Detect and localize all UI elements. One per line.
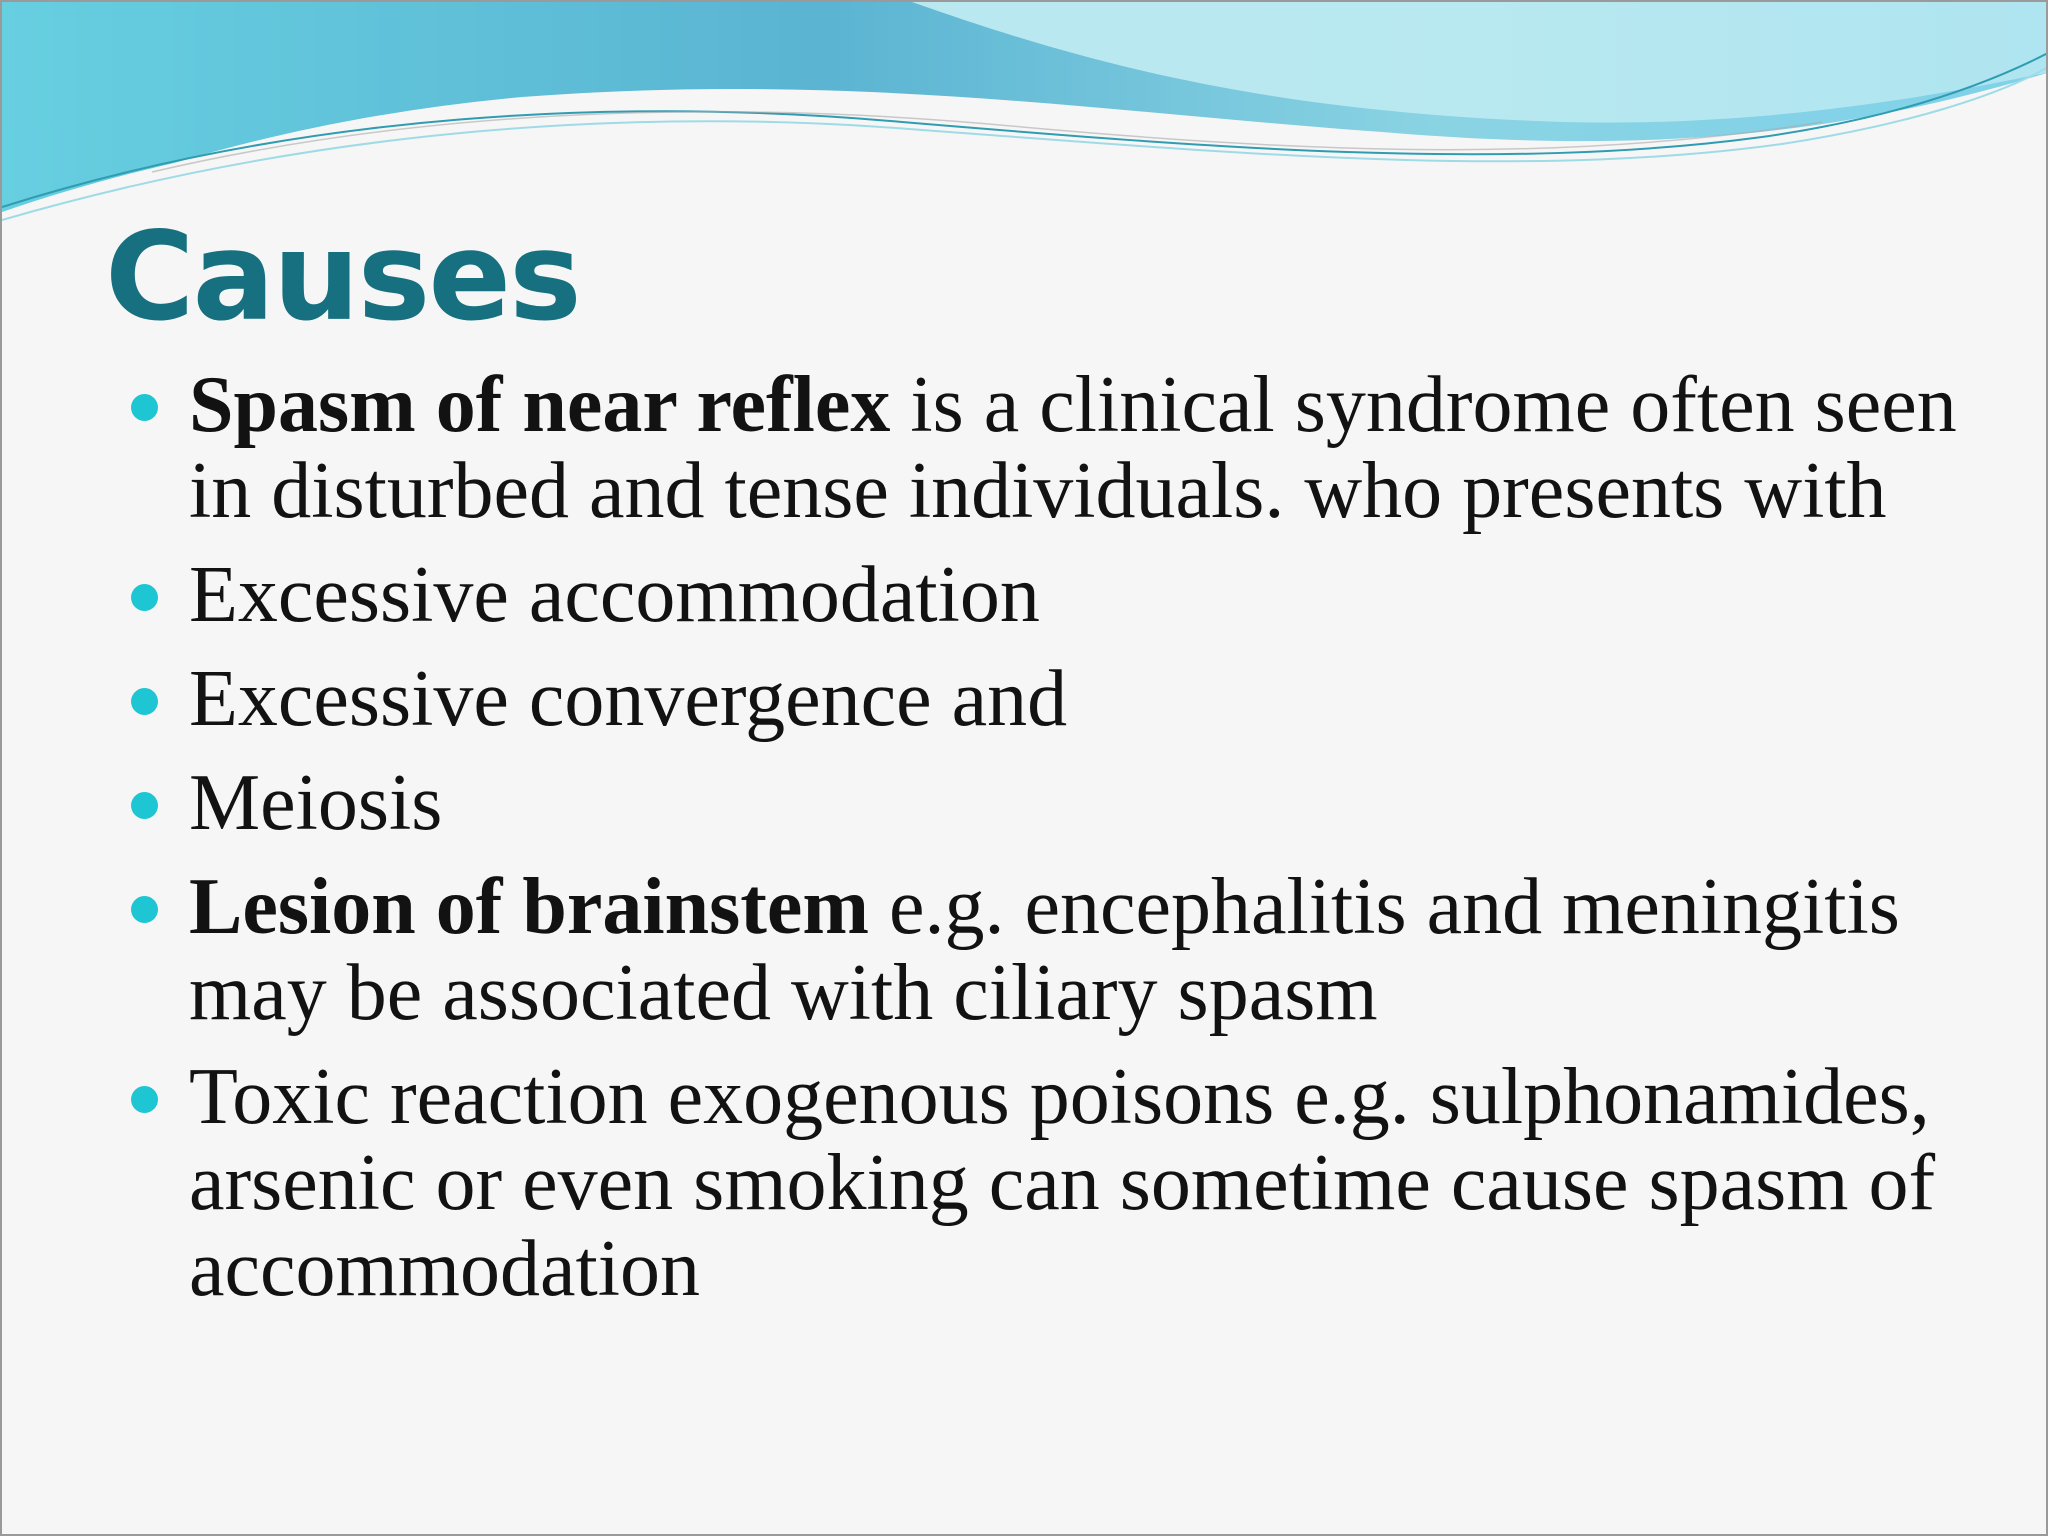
- bullet-text: Excessive accommodation: [189, 551, 1040, 639]
- slide-title: Causes: [105, 206, 580, 348]
- bullet-item: [129, 552, 2009, 638]
- bullet-dot-icon: [131, 584, 158, 611]
- bullet-dot-icon: [131, 792, 158, 819]
- bullet-item: [129, 760, 2009, 846]
- bullet-dot-icon: [131, 394, 158, 421]
- bullet-text: Excessive convergence and: [189, 655, 1068, 743]
- bullet-item: [129, 1054, 2009, 1312]
- bullet-dot-icon: [131, 688, 158, 715]
- bullet-bold-text: Lesion of brainstem: [189, 863, 869, 951]
- bullet-dot-icon: [131, 1086, 158, 1113]
- bullet-item: [129, 864, 2009, 1036]
- bullet-list: [129, 362, 2009, 1330]
- bullet-item: [129, 362, 2009, 534]
- bullet-text: Toxic reaction exogenous poisons e.g. sulphonamides, arsenic or even smoking can sometime cause spasm of accommodation: [189, 1053, 1936, 1313]
- bullet-item: [129, 656, 2009, 742]
- bullet-bold-text: Spasm of near reflex: [189, 361, 891, 449]
- bullet-text: Meiosis: [189, 759, 443, 847]
- bullet-text: e.g. encephalitis and meningitis may be associated with ciliary spasm: [189, 863, 1900, 1037]
- bullet-text: is a clinical syndrome often seen in disturbed and tense individuals. who presents with: [189, 361, 1957, 535]
- bullet-dot-icon: [131, 896, 158, 923]
